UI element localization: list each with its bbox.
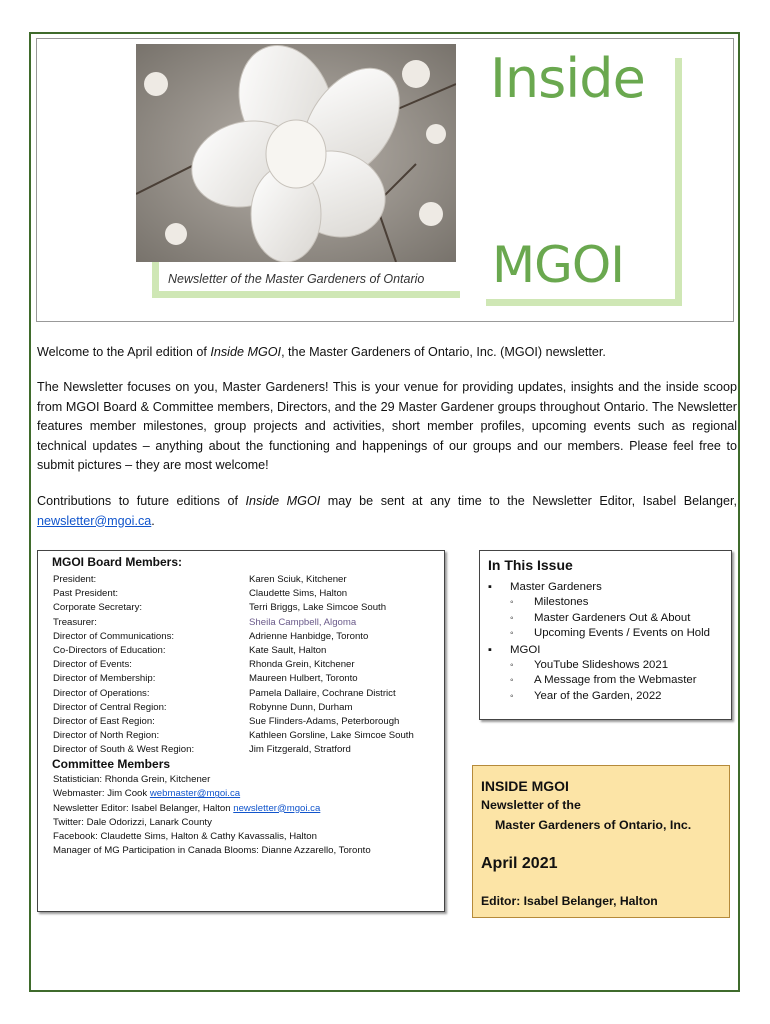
board-member-name: Kathleen Gorsline, Lake Simcoe South [249, 730, 414, 742]
board-role: Director of Membership: [53, 673, 156, 685]
intro-welcome-text: Welcome to the April edition of [37, 345, 211, 359]
committee-facebook: Facebook: Claudette Sims, Halton & Cathy Kavassalis, Halton [53, 831, 317, 843]
board-role: Director of East Region: [53, 716, 155, 728]
committee-list [53, 773, 371, 859]
info-editor: Editor: Isabel Belanger, Halton [481, 894, 658, 908]
issue-item: ◦ Year of the Garden, 2022 [488, 689, 710, 705]
newsletter-email-link[interactable]: newsletter@mgoi.ca [37, 513, 152, 528]
board-member-name: Rhonda Grein, Kitchener [249, 659, 355, 671]
board-members-box [37, 550, 445, 912]
board-member-name: Sue Flinders-Adams, Peterborough [249, 716, 400, 728]
board-role: Director of Operations: [53, 687, 150, 699]
board-member-name: Pamela Dallaire, Cochrane District [249, 687, 396, 699]
masthead-tagline: Newsletter of the Master Gardeners of Ontario [168, 272, 425, 286]
contrib-emphasis: Inside MGOI [245, 494, 321, 508]
contrib-text-mid: may be sent at any time to the Newsletter Editor, Isabel Belanger, [320, 494, 737, 508]
intro-welcome [37, 343, 737, 363]
magnolia-photo [136, 44, 456, 262]
board-member-name: Sheila Campbell, Algoma [249, 616, 357, 628]
issue-section: ▪ MGOI [488, 642, 710, 658]
board-member-name: Claudette Sims, Halton [249, 588, 348, 600]
info-line2: Master Gardeners of Ontario, Inc. [495, 818, 692, 832]
in-this-issue-heading: In This Issue [488, 557, 573, 573]
committee-canada-blooms: Manager of MG Participation in Canada Blooms: Dianne Azzarello, Toronto [53, 845, 371, 857]
board-role: President: [53, 574, 97, 585]
editor-label: Newsletter Editor: Isabel Belanger, Halton [53, 802, 234, 814]
contrib-text: Contributions to future editions of [37, 494, 246, 508]
board-role: Director of Communications: [53, 630, 175, 642]
issue-item: ◦ YouTube Slideshows 2021 [488, 658, 710, 674]
committee-statistician: Statistician: Rhonda Grein, Kitchener [53, 774, 211, 785]
intro-contributions [37, 492, 737, 531]
editor-email-link[interactable]: newsletter@mgoi.ca [233, 802, 321, 814]
board-member-name: Terri Briggs, Lake Simcoe South [249, 602, 387, 614]
board-heading: MGOI Board Members: [52, 555, 183, 569]
info-edition: April 2021 [481, 855, 558, 872]
webmaster-label: Webmaster: Jim Cook [53, 788, 150, 800]
intro-welcome-text-end: , the Master Gardeners of Ontario, Inc. (MGOI) newsletter. [281, 345, 606, 359]
board-role: Treasurer: [53, 616, 97, 628]
board-role: Past President: [53, 588, 119, 600]
issue-item: ◦ A Message from the Webmaster [488, 673, 710, 689]
webmaster-email-link[interactable]: webmaster@mgoi.ca [149, 788, 241, 800]
board-role: Director of Events: [53, 659, 132, 671]
intro-welcome-emphasis: Inside MGOI [210, 345, 282, 359]
in-this-issue-box [479, 550, 732, 720]
board-member-name: Kate Sault, Halton [249, 645, 327, 657]
committee-editor [53, 802, 371, 816]
issue-item: ◦ Master Gardeners Out & About [488, 611, 710, 627]
issue-item: ◦ Upcoming Events / Events on Hold [488, 626, 710, 642]
board-role: Corporate Secretary: [53, 602, 143, 614]
issue-section: ▪ Master Gardeners [488, 579, 710, 595]
committee-heading: Committee Members [52, 757, 171, 771]
board-role: Director of South & West Region: [53, 744, 195, 756]
issue-item: ◦ Milestones [488, 595, 710, 611]
newsletter-info-box [472, 765, 730, 918]
masthead-title-mgoi: MGOI [492, 236, 624, 294]
board-role: Director of North Region: [53, 730, 160, 742]
board-member-name: Adrienne Hanbidge, Toronto [249, 630, 369, 642]
board-role: Co-Directors of Education: [53, 645, 166, 657]
info-line1: Newsletter of the [481, 798, 581, 812]
board-member-name: Karen Sciuk, Kitchener [249, 574, 347, 585]
board-member-name: Maureen Hulbert, Toronto [249, 673, 358, 685]
board-names [249, 573, 414, 758]
masthead-title-inside: Inside [490, 47, 645, 110]
contrib-text-end: . [151, 513, 155, 528]
board-role: Director of Central Region: [53, 701, 167, 713]
committee-webmaster [53, 787, 371, 801]
board-member-name: Jim Fitzgerald, Stratford [249, 744, 351, 756]
info-title: INSIDE MGOI [481, 778, 569, 794]
board-member-name: Robynne Dunn, Durham [249, 701, 353, 713]
board-roles [53, 573, 194, 758]
committee-twitter: Twitter: Dale Odorizzi, Lanark County [53, 816, 212, 828]
intro-focus-paragraph: The Newsletter focuses on you, Master Gardeners! This is your venue for providing updates, insights and the inside scoop from MGOI Board & Committee members, Directors, and the 29 Master Gardener groups throughout Ontario. The Newsletter features member milestones, group projects and activities, short member profiles, upcoming events such as regional technical updates – anything about the functioning and happenings of our groups and our members. Please feel free to submit pictures – they are most welcome! [37, 380, 737, 472]
issue-list [488, 579, 710, 704]
